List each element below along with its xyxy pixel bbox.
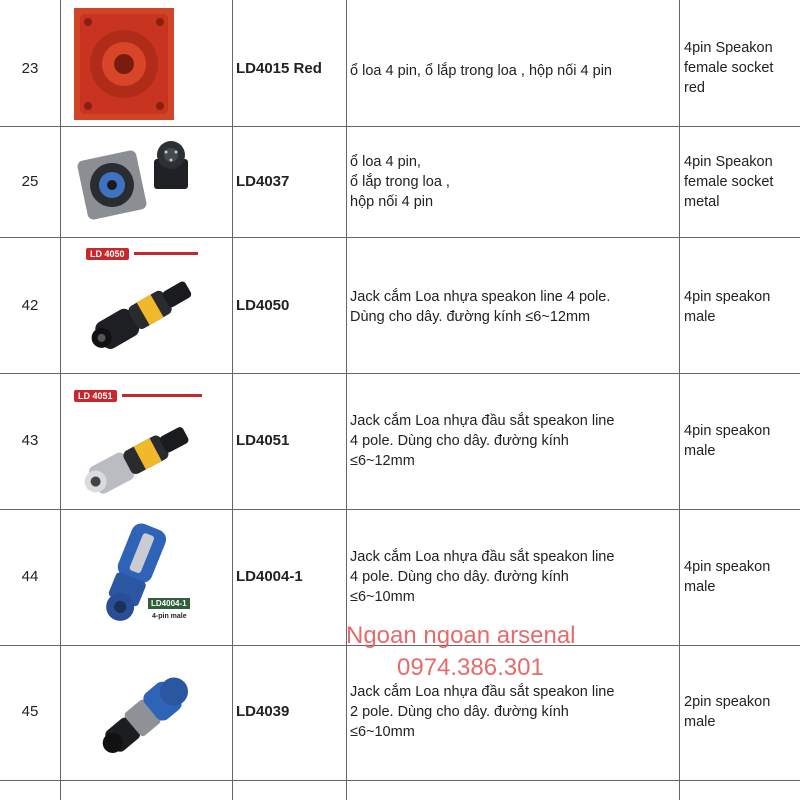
product-description: Jack cắm Loa nhựa đầu sắt speakon line 4 pole. Dùng cho dây. đường kính ≤6~12mm — [350, 413, 615, 469]
item-number: 42 — [21, 297, 39, 314]
watermark-phone: 0974.386.301 — [397, 654, 544, 681]
table-row — [0, 127, 800, 237]
english-description: 4pin speakon male — [684, 289, 771, 325]
english-description: 4pin Speakon female socket metal — [684, 154, 774, 210]
item-number: 23 — [21, 60, 39, 77]
product-label-subtitle: 4-pin male — [152, 613, 187, 620]
english-description: 4pin Speakon female socket red — [684, 40, 774, 96]
english-description: 2pin speakon male — [684, 694, 771, 730]
product-code: LD4051 — [236, 432, 290, 449]
product-image-blue-plug-4004 — [74, 518, 224, 642]
product-label-tag: LD 4050 — [86, 248, 129, 260]
product-description: ổ loa 4 pin, ổ lắp trong loa , hộp nối 4 pin — [350, 154, 450, 210]
product-description: Jack cắm Loa nhựa đầu sắt speakon line 4 pole. Dùng cho dây. đường kính ≤6~10mm — [350, 549, 615, 605]
product-code: LD4039 — [236, 703, 290, 720]
product-image-metal-socket — [74, 133, 224, 233]
product-image-plug-4039 — [74, 658, 224, 774]
english-description: 4pin speakon male — [684, 559, 771, 595]
product-image-red-socket — [74, 8, 224, 120]
product-code: LD4050 — [236, 297, 290, 314]
table-row — [0, 0, 800, 126]
product-description: Jack cắm Loa nhựa speakon line 4 pole. Dùng cho dây. đường kính ≤6~12mm — [350, 289, 611, 325]
product-code: LD4004-1 — [236, 568, 303, 585]
product-code: LD4015 Red — [236, 60, 322, 77]
product-description: Jack cắm Loa nhựa đầu sắt speakon line 2 pole. Dùng cho dây. đường kính ≤6~10mm — [350, 684, 615, 740]
product-image-plug-4050 — [74, 248, 224, 368]
row-divider — [0, 780, 800, 781]
english-description: 4pin speakon male — [684, 423, 771, 459]
item-number: 25 — [21, 173, 39, 190]
item-number: 45 — [21, 703, 39, 720]
product-description: ổ loa 4 pin, ổ lắp trong loa , hộp nối 4 pin — [350, 63, 612, 79]
product-image-plug-4051 — [74, 388, 224, 506]
product-code: LD4037 — [236, 173, 290, 190]
table-row — [0, 374, 800, 509]
watermark-shop-name: Ngoan ngoan arsenal — [346, 622, 576, 649]
item-number: 43 — [21, 432, 39, 449]
product-label-tag: LD4004-1 — [148, 598, 190, 609]
product-label-tag: LD 4051 — [74, 390, 117, 402]
table-row — [0, 238, 800, 373]
item-number: 44 — [21, 568, 39, 585]
